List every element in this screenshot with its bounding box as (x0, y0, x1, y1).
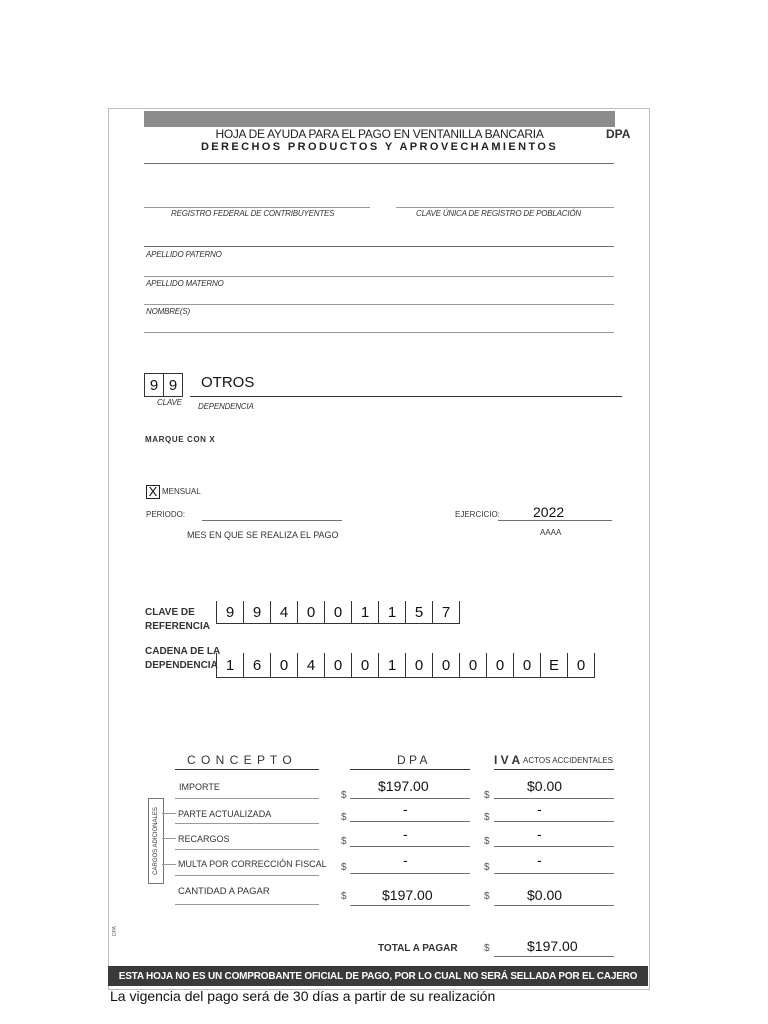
rfc-line (144, 207, 370, 208)
clave-digit: 9 (168, 376, 178, 394)
cadena-digit: 0 (460, 653, 487, 677)
periodo-line (202, 520, 342, 521)
tick (162, 838, 176, 839)
iva-header-line (494, 769, 614, 770)
mensual-label: MENSUAL (162, 487, 201, 496)
cadena-digit: 6 (244, 653, 271, 677)
side-code: DPA (112, 926, 118, 936)
dpa-multa: - (403, 852, 408, 868)
dependencia-name: OTROS (201, 374, 255, 391)
row-line (175, 798, 319, 799)
iva-importe: $0.00 (527, 778, 563, 794)
dependencia-line (190, 396, 622, 397)
total-value: $197.00 (527, 938, 578, 954)
ejercicio-value: 2022 (533, 504, 565, 520)
dpa-importe: $197.00 (378, 778, 429, 794)
cadena-digit: 0 (325, 653, 352, 677)
row-label: CANTIDAD A PAGAR (178, 886, 270, 897)
cadena-box (216, 653, 595, 678)
total-line (494, 956, 614, 957)
dpa-line (350, 846, 470, 847)
mensual-checkbox[interactable]: X (146, 485, 160, 499)
iva-multa: - (537, 852, 542, 868)
tick (162, 813, 176, 814)
header-bar (144, 111, 615, 127)
cadena-digit: 0 (487, 653, 514, 677)
referencia-digit: 7 (441, 603, 451, 621)
row-label: MULTA POR CORRECCIÓN FISCAL (178, 859, 327, 869)
form-frame (108, 108, 650, 990)
iva-subheader: ACTOS ACCIDENTALES (523, 756, 613, 765)
referencia-box (216, 601, 460, 624)
referencia-digit: 4 (271, 601, 298, 623)
header-divider (144, 163, 614, 164)
nombre-label: NOMBRE(S) (146, 307, 190, 316)
iva-cantidad: $0.00 (527, 887, 563, 903)
cadena-digit: 0 (514, 653, 541, 677)
referencia-digit: 1 (352, 601, 379, 623)
currency: $ (341, 836, 347, 847)
currency: $ (484, 943, 490, 954)
dpa-parte-actualizada: - (403, 801, 408, 817)
concepto-header-line (175, 769, 319, 770)
cadena-digit: 0 (271, 653, 298, 677)
dpa-header-line (350, 769, 470, 770)
apellido-materno-line (144, 276, 614, 277)
tick (162, 864, 176, 865)
currency: $ (484, 836, 490, 847)
mes-caption: MES EN QUE SE REALIZA EL PAGO (187, 530, 339, 540)
dependencia-label: DEPENDENCIA (198, 402, 254, 411)
form-title: HOJA DE AYUDA PARA EL PAGO EN VENTANILLA BANCARIA (215, 127, 544, 141)
referencia-digit: 0 (325, 601, 352, 623)
cargos-adicionales-text: CARGOS ADICIONALES (153, 807, 159, 875)
row-line (175, 823, 319, 824)
warning-bar (108, 966, 648, 986)
iva-header: I V A (494, 753, 521, 767)
currency: $ (341, 862, 347, 873)
concepto-header: C O N C E P T O (187, 753, 293, 767)
iva-parte-actualizada: - (537, 801, 542, 817)
clave-digit: 9 (145, 374, 164, 396)
referencia-digit: 5 (406, 601, 433, 623)
cadena-digit: 0 (433, 653, 460, 677)
nombre-line (144, 304, 614, 305)
dpa-header: D P A (397, 753, 428, 767)
cadena-digit: E (541, 653, 568, 677)
vigencia-note: La vigencia del pago será de 30 días a partir de su realización (110, 988, 496, 1004)
curp-line (396, 207, 614, 208)
cadena-digit: 4 (298, 653, 325, 677)
iva-recargos: - (537, 826, 542, 842)
iva-line (494, 873, 614, 874)
row-line (175, 904, 319, 905)
row-label: RECARGOS (178, 834, 230, 844)
ejercicio-line (498, 520, 612, 521)
row-label: PARTE ACTUALIZADA (178, 809, 272, 819)
row-line (175, 849, 319, 850)
nombre-bottom-line (144, 332, 614, 333)
currency: $ (484, 812, 490, 823)
row-label: IMPORTE (179, 782, 220, 792)
ejercicio-label: EJERCICIO: (455, 510, 500, 519)
cadena-digit: 0 (352, 653, 379, 677)
currency: $ (341, 812, 347, 823)
cadena-label-2: DEPENDENCIA (145, 660, 218, 671)
currency: $ (341, 790, 347, 801)
cargos-adicionales-label (148, 798, 164, 884)
dpa-line (350, 821, 470, 822)
row-line (175, 875, 319, 876)
iva-line (494, 821, 614, 822)
referencia-label-1: CLAVE DE (145, 607, 195, 618)
iva-line (494, 905, 614, 906)
referencia-digit: 9 (244, 601, 271, 623)
referencia-digit: 9 (217, 601, 244, 623)
dpa-cantidad: $197.00 (382, 887, 433, 903)
currency: $ (484, 790, 490, 801)
iva-line (494, 798, 614, 799)
curp-label: CLAVE ÚNICA DE REGISTRO DE POBLACIÓN (416, 209, 581, 218)
referencia-label-2: REFERENCIA (145, 621, 211, 632)
periodo-label: PERIODO: (146, 510, 186, 519)
cadena-label-1: CADENA DE LA (145, 646, 221, 657)
dpa-line (350, 798, 470, 799)
clave-box (144, 373, 183, 397)
form-tag: DPA (606, 127, 631, 141)
cadena-digit: 0 (576, 656, 586, 674)
apellido-paterno-line (144, 246, 614, 247)
apellido-materno-label: APELLIDO MATERNO (146, 279, 224, 288)
cadena-digit: 1 (217, 653, 244, 677)
form-subtitle: DERECHOS PRODUCTOS Y APROVECHAMIENTOS (200, 141, 559, 153)
apellido-paterno-label: APELLIDO PATERNO (146, 250, 222, 259)
warning-text: ESTA HOJA NO ES UN COMPROBANTE OFICIAL DE PAGO, POR LO CUAL NO SERÁ SELLADA POR EL CAJERO (118, 970, 638, 982)
dpa-line (350, 905, 470, 906)
iva-line (494, 846, 614, 847)
total-label: TOTAL A PAGAR (378, 943, 458, 954)
marque-label: MARQUE CON X (145, 435, 216, 444)
dpa-recargos: - (403, 826, 408, 842)
rfc-label: REGISTRO FEDERAL DE CONTRIBUYENTES (171, 209, 335, 218)
referencia-digit: 0 (298, 601, 325, 623)
dpa-line (350, 873, 470, 874)
cadena-digit: 1 (379, 653, 406, 677)
referencia-digit: 1 (379, 601, 406, 623)
currency: $ (341, 891, 347, 902)
currency: $ (484, 891, 490, 902)
clave-label: CLAVE (157, 398, 182, 407)
aaaa-label: AAAA (540, 528, 562, 537)
currency: $ (484, 862, 490, 873)
cadena-digit: 0 (406, 653, 433, 677)
